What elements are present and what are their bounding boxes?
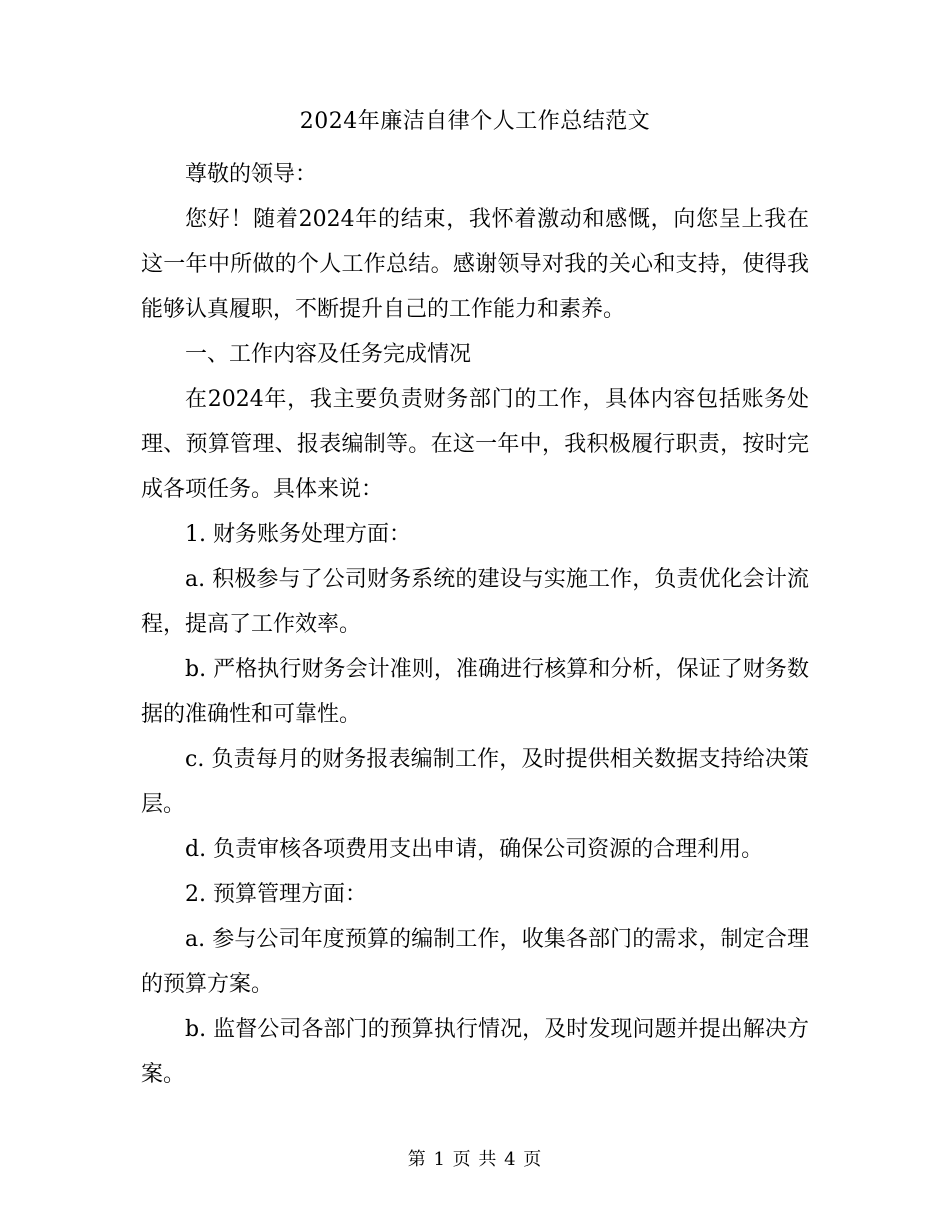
list-item: b. 严格执行财务会计准则，准确进行核算和分析，保证了财务数据的准确性和可靠性。: [141, 657, 809, 727]
list-item: d. 负责审核各项费用支出申请，确保公司资源的合理利用。: [185, 837, 764, 862]
list-item: b. 监督公司各部门的预算执行情况，及时发现问题并提出解决方案。: [141, 1017, 809, 1087]
subsection-heading: 1. 财务账务处理方面：: [185, 522, 411, 547]
list-item: a. 积极参与了公司财务系统的建设与实施工作，负责优化会计流程，提高了工作效率。: [141, 567, 809, 637]
section-heading: 一、工作内容及任务完成情况: [185, 342, 472, 367]
document-title: 2024年廉洁自律个人工作总结范文: [299, 109, 651, 134]
list-item: c. 负责每月的财务报表编制工作，及时提供相关数据支持给决策层。: [141, 747, 809, 817]
salutation: 尊敬的领导：: [185, 162, 318, 187]
subsection-heading: 2. 预算管理方面：: [185, 882, 367, 907]
document-body: [141, 152, 809, 1097]
intro-paragraph: 您好！随着2024年的结束，我怀着激动和感慨，向您呈上我在这一年中所做的个人工作总结。感谢领导对我的关心和支持，使得我能够认真履职，不断提升自己的工作能力和素养。: [141, 207, 809, 322]
list-item: a. 参与公司年度预算的编制工作，收集各部门的需求，制定合理的预算方案。: [141, 927, 809, 997]
section-paragraph: 在2024年，我主要负责财务部门的工作，具体内容包括账务处理、预算管理、报表编制等。在这一年中，我积极履行职责，按时完成各项任务。具体来说：: [141, 387, 809, 502]
page-footer: 第 1 页 共 4 页: [407, 1149, 543, 1170]
